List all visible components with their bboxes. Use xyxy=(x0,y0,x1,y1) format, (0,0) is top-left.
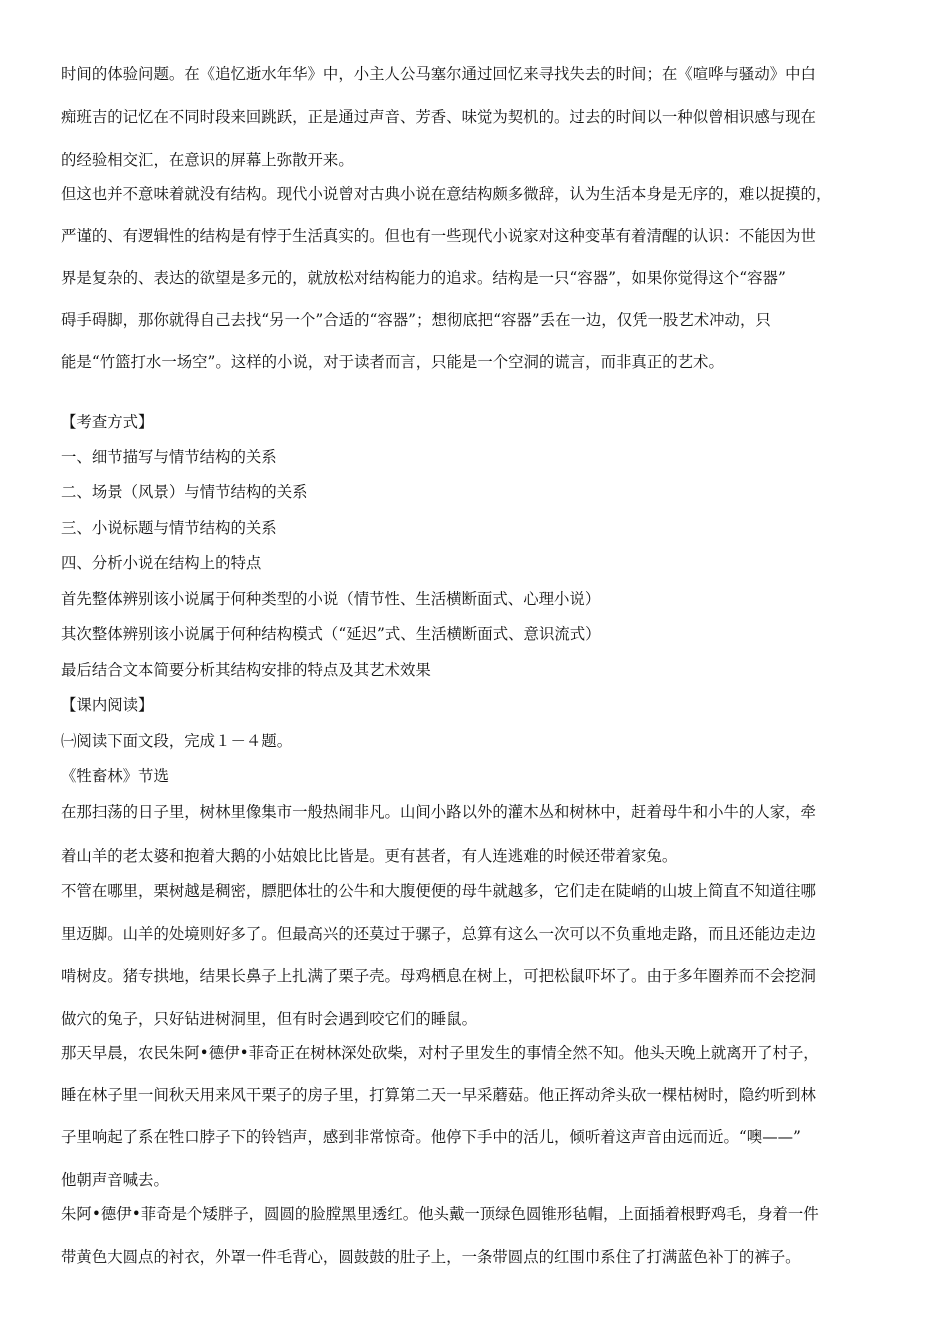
exam-item-6: 其次整体辨别该小说属于何种结构模式（“延迟”式、生活横断面式、意识流式） xyxy=(61,625,601,643)
excerpt-p2-line-1: 不管在哪里，栗树越是稠密，膘肥体壮的公牛和大腹便便的母牛就越多，它们走在陡峭的山坡上简直不知道往哪 xyxy=(61,882,816,900)
para-structure-line-3: 界是复杂的、表达的欲望是多元的，就放松对结构能力的追求。结构是一只“容器”，如果你觉得这个“容器” xyxy=(61,269,786,287)
exam-heading: 【考查方式】 xyxy=(61,413,154,431)
exam-item-5: 首先整体辨别该小说属于何种类型的小说（情节性、生活横断面式、心理小说） xyxy=(61,590,601,608)
exam-item-4: 四、分析小说在结构上的特点 xyxy=(61,554,262,572)
excerpt-p4-line-2: 带黄色大圆点的衬衣，外罩一件毛背心，圆鼓鼓的肚子上，一条带圆点的红围巾系住了打满蓝色补丁的裤子。 xyxy=(61,1248,801,1266)
reading-heading: 【课内阅读】 xyxy=(61,696,154,714)
para-intro-line-2: 痴班吉的记忆在不同时段来回跳跃，正是通过声音、芳香、味觉为契机的。过去的时间以一种似曾相识感与现在 xyxy=(61,108,816,126)
para-structure-line-4: 碍手碍脚，那你就得自己去找“另一个”合适的“容器”；想彻底把“容器”丢在一边，仅凭一股艺术冲动，只 xyxy=(61,311,771,329)
excerpt-p1-line-1: 在那扫荡的日子里，树林里像集市一般热闹非凡。山间小路以外的灌木丛和树林中，赶着母牛和小牛的人家，牵 xyxy=(61,803,816,821)
excerpt-p1-line-2: 着山羊的老太婆和抱着大鹅的小姑娘比比皆是。更有甚者，有人连逃难的时候还带着家兔。 xyxy=(61,847,678,865)
para-structure-line-1: 但这也并不意味着就没有结构。现代小说曾对古典小说在意结构颇多微辞，认为生活本身是无序的，难以捉摸的， xyxy=(61,185,832,203)
reading-instruction: ㈠阅读下面文段，完成１－４题。 xyxy=(61,732,293,750)
exam-item-3: 三、小说标题与情节结构的关系 xyxy=(61,519,277,537)
excerpt-p3-line-2: 睡在林子里一间秋天用来风干栗子的房子里，打算第二天一早采蘑菇。他正挥动斧头砍一棵枯树时，隐约听到林 xyxy=(61,1086,816,1104)
excerpt-title: 《牲畜林》节选 xyxy=(61,767,169,785)
excerpt-p4-line-1: 朱阿•德伊•菲奇是个矮胖子，圆圆的脸膛黑里透红。他头戴一顶绿色圆锥形毡帽，上面插着根野鸡毛，身着一件 xyxy=(61,1205,819,1223)
para-intro-line-1: 时间的体验问题。在《追忆逝水年华》中，小主人公马塞尔通过回忆来寻找失去的时间；在《喧哗与骚动》中白 xyxy=(61,65,816,83)
excerpt-p3-line-1: 那天早晨，农民朱阿•德伊•菲奇正在树林深处砍柴，对村子里发生的事情全然不知。他头天晚上就离开了村子， xyxy=(61,1044,819,1062)
para-structure-line-2: 严谨的、有逻辑性的结构是有悖于生活真实的。但也有一些现代小说家对这种变革有着清醒的认识：不能因为世 xyxy=(61,227,816,245)
para-intro-line-3: 的经验相交汇，在意识的屏幕上弥散开来。 xyxy=(61,151,354,169)
exam-item-1: 一、细节描写与情节结构的关系 xyxy=(61,448,277,466)
exam-item-7: 最后结合文本简要分析其结构安排的特点及其艺术效果 xyxy=(61,661,431,679)
excerpt-p2-line-4: 做穴的兔子，只好钻进树洞里，但有时会遇到咬它们的睡鼠。 xyxy=(61,1010,478,1028)
excerpt-p2-line-3: 啃树皮。猪专拱地，结果长鼻子上扎满了栗子壳。母鸡栖息在树上，可把松鼠吓坏了。由于多年圈养而不会挖洞 xyxy=(61,967,816,985)
excerpt-p2-line-2: 里迈脚。山羊的处境则好多了。但最高兴的还莫过于骡子，总算有这么一次可以不负重地走路，而且还能边走边 xyxy=(61,925,816,943)
excerpt-p3-line-4: 他朝声音喊去。 xyxy=(61,1171,169,1189)
excerpt-p3-line-3: 子里响起了系在牲口脖子下的铃铛声，感到非常惊奇。他停下手中的活儿，倾听着这声音由远而近。“噢——” xyxy=(61,1128,801,1146)
exam-item-2: 二、场景（风景）与情节结构的关系 xyxy=(61,483,308,501)
para-structure-line-5: 能是“竹篮打水一场空”。这样的小说，对于读者而言，只能是一个空洞的谎言，而非真正的艺术。 xyxy=(61,353,724,371)
